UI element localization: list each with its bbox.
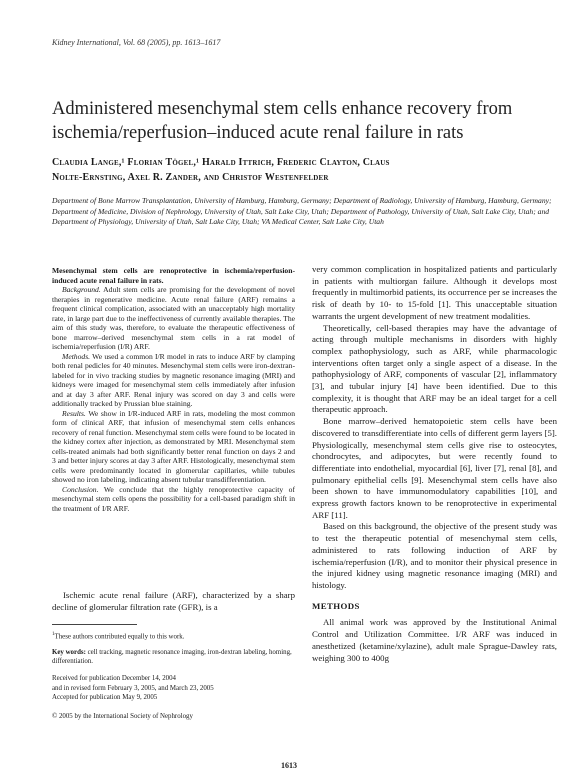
copyright: © 2005 by the International Society of Nephrology — [52, 713, 193, 720]
received-line-2: and in revised form February 3, 2005, and March 23, 2005 — [52, 684, 214, 692]
body-paragraph-4: Based on this background, the objective of the present study was to test the therapeutic potential of mesenchymal stem cells, administered to rats following induction of ARF by ischemia/reperfusion (I/R), and to monitor their physical presence in the injured kidney using magnetic resonance imaging (MRI) and histology. — [312, 521, 557, 590]
abstract — [52, 266, 295, 513]
methods-paragraph: All animal work was approved by the Institutional Animal Control and Utilization Committee. I/R ARF was induced in anesthetized (ketamine/xylazine), adult male Sprague-Dawley rats, weighing 300 to 400g — [312, 617, 557, 663]
footnote-rule — [52, 624, 137, 625]
abstract-lead: Mesenchymal stem cells are renoprotective in ischemia/reperfusion-induced acute renal failure in rats. — [52, 266, 295, 285]
accepted-line: Accepted for publication May 9, 2005 — [52, 694, 158, 701]
received-dates — [52, 674, 295, 703]
right-column — [312, 264, 557, 664]
authors-line-1: Claudia Lange,¹ Florian Tögel,¹ Harald Ittrich, Frederic Clayton, Claus — [52, 157, 390, 168]
abstract-background-label: Background. — [62, 285, 101, 294]
keywords-label: Key words: — [52, 649, 86, 656]
keywords — [52, 648, 295, 666]
author-list — [52, 155, 542, 185]
abstract-methods: We used a common I/R model in rats to induce ARF by clamping both renal pedicles for 40 minutes. Mesenchymal stem cells were iron-dextran-labeled for in vivo tracking studies by magnetic resonance imaging (MRI) and kidneys were imaged for mesenchymal stem cells immediately after infusion and at day 3 after ARF. Renal injury was scored on day 3 and cells were additionally tracked by Prussian blue staining. — [52, 351, 295, 408]
abstract-results-label: Results. — [62, 408, 86, 418]
abstract-conclusion: We conclude that the highly renoprotective capacity of mesenchymal stem cells opens the possibility for a cell-based paradigm shift in the treatment of I/R ARF. — [52, 484, 295, 513]
article-title: Administered mesenchymal stem cells enhance recovery from ischemia/reperfusion–induced acute renal failure in rats — [52, 99, 513, 143]
footnote-text: These authors contributed equally to this work. — [54, 633, 185, 641]
keywords-text: cell tracking, magnetic resonance imaging, iron-dextran labeling, homing, differentiation. — [52, 649, 292, 665]
abstract-methods-label: Methods. — [62, 351, 91, 361]
footnote-equal-contribution: $^1$These authors contributed equally to this work. — [52, 632, 185, 641]
abstract-results: We show in I/R-induced ARF in rats, modeling the most common form of clinical ARF, that infusion of mesenchymal stem cells enhances recovery of renal function. Mesenchymal stem cells were found to be located in the kidney cortex after injection, as demonstrated by MRI. Mesenchymal stem cells-treated animals had both significantly better renal function on days 2 and 3 and better injury scores at day 3 after ARF. Histologically, mesenchymal stem cells were predominantly located in glomerular capillaries, while tubules showed no iron labeling, indicating absent tubular transdifferentiation. — [52, 408, 295, 484]
affiliations: Department of Bone Marrow Transplantation, University of Hamburg, Hamburg, Germany; Department of Radiology, University of Hamburg, Hamburg, Germany; Department of Medicine, Division of Nephrology, University of Utah, Salt Lake City, Utah; Department of Pathology, University of Utah, Salt Lake City, Utah; and Department of Physiology, University of Utah, Salt Lake City, Utah; VA Medical Center, Salt Lake City, Utah — [52, 196, 552, 227]
body-paragraph-3: Bone marrow–derived hematopoietic stem cells have been discovered to transdifferentiate into cells of different germ layers [5]. Physiologically, mesenchymal stem cells give rise to osteocytes, chondrocytes, and adipocytes, but were recently found to differentiate into endothelial, myocardial [6], liver [7], renal [8], and pulmonary epithelial cells [9]. Mesenchymal stem cells have also been shown to have immunomodulatory capabilities [10], and express growth factors known to be renoprotective in experimental ARF [11]. — [312, 416, 557, 520]
body-paragraph-2: Theoretically, cell-based therapies may have the advantage of acting through multiple mechanisms in disorders with highly complex pathophysiology, such as ARF, while pharmacologic interventions often target only a single aspect of a disease. In the pathophysiology of ARF, components of vascular [2], inflammatory [3], and tubular injury [4] have been identified. Due to this complexity, it is thought that ARF may be an ideal target for a cell therapeutic approach. — [312, 322, 557, 415]
abstract-background: Adult stem cells are promising for the development of novel therapies in regenerative medicine. Acute renal failure (ARF) remains a frequent clinical complication, associated with an unacceptably high mortality rate, in large part due to the ineffectiveness of currently available therapies. The aim of this study was, therefore, to evaluate the therapeutic effectiveness of bone marrow–derived mesenchymal stem cells in a rat model of ischemia/reperfusion (I/R) ARF. — [52, 285, 295, 351]
intro-paragraph-1: Ischemic acute renal failure (ARF), characterized by a sharp decline of glomerular filtration rate (GFR), is a — [52, 590, 295, 612]
journal-citation: Kidney International, Vol. 68 (2005), pp. 1613–1617 — [52, 38, 221, 47]
body-paragraph-1: very common complication in hospitalized patients and particularly in patients with multiorgan failure. Although it develops most frequently in multimorbid patients, its occurrence per se increases the risk of death by 10- to 15-fold [1]. This unacceptable situation warrants the urgent development of new treatment modalities. — [312, 264, 557, 321]
abstract-conclusion-label: Conclusion. — [62, 484, 99, 494]
introduction — [52, 590, 295, 613]
authors-line-2: Nolte-Ernsting, Axel R. Zander, and Christof Westenfelder — [52, 172, 329, 183]
methods-heading: METHODS — [312, 600, 360, 611]
page-number: 1613 — [281, 761, 297, 770]
received-line-1: Received for publication December 14, 2004 — [52, 675, 176, 682]
